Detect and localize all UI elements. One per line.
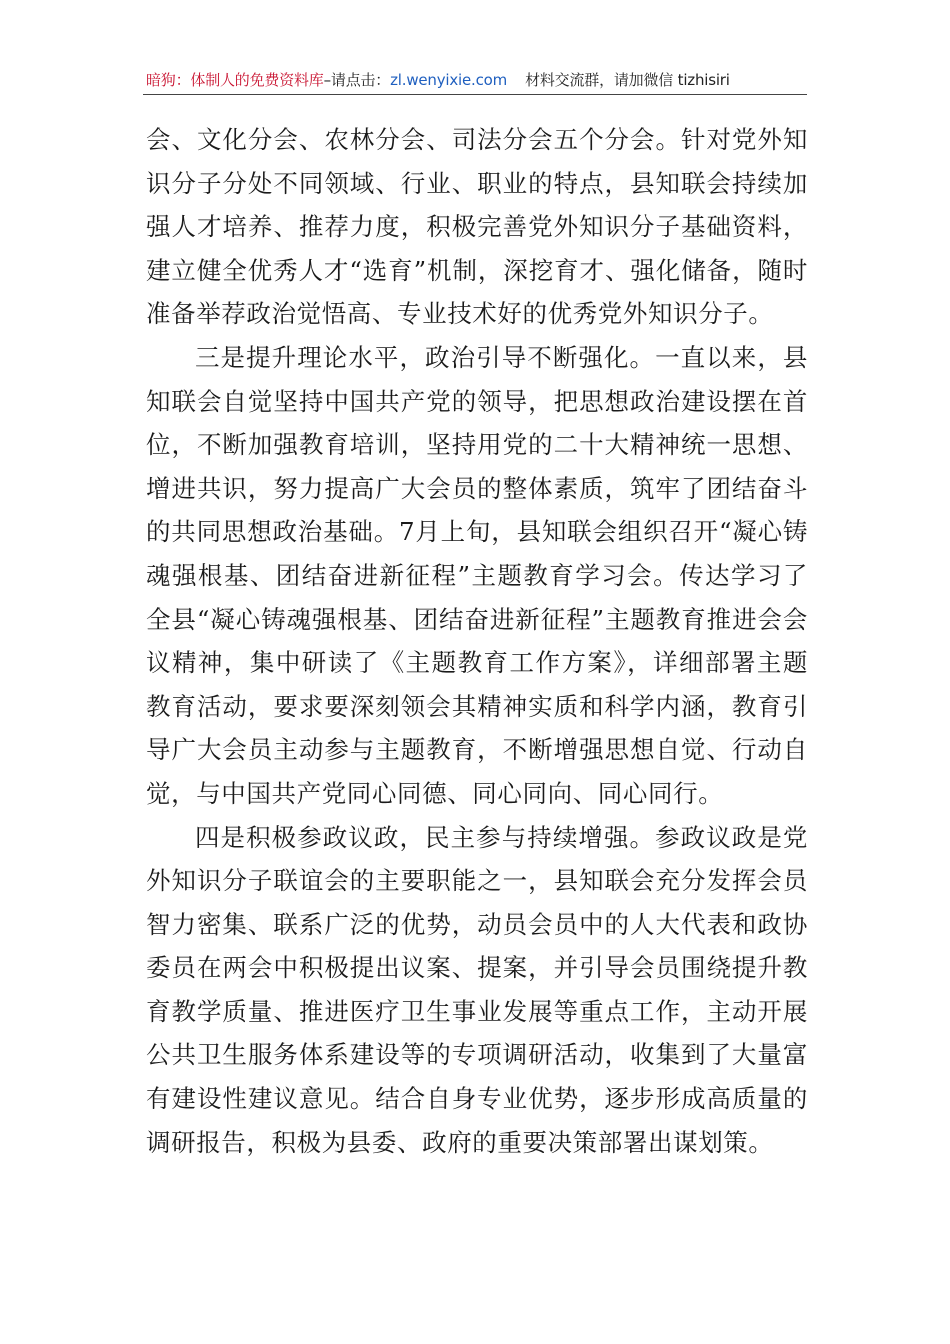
page-header — [146, 68, 806, 92]
header-divider — [143, 94, 807, 95]
header-brand: 暗狗：体制人的免费资料库 — [146, 71, 324, 89]
header-link[interactable]: zl.wenyixie.com — [390, 71, 508, 89]
paragraph-theory: 三是提升理论水平，政治引导不断强化。一直以来，县知联会自觉坚持中国共产党的领导，把思想政治建设摆在首位，不断加强教育培训，坚持用党的二十大精神统一思想、增进共识，努力提高广大会员的整体素质，筑牢了团结奋斗的共同思想政治基础。7月上旬，县知联会组织召开“凝心铸魂强根基、团结奋进新征程”主题教育学习会。传达学习了全县“凝心铸魂强根基、团结奋进新征程”主题教育推进会会议精神，集中研读了《主题教育工作方案》，详细部署主题教育活动，要求要深刻领会其精神实质和科学内涵，教育引导广大会员主动参与主题教育，不断增强思想自觉、行动自觉，与中国共产党同心同德、同心同向、同心同行。 — [146, 342, 808, 808]
header-prompt: –请点击： — [323, 71, 391, 89]
header-contact: 材料交流群，请加微信 tizhisiri — [525, 71, 730, 89]
paragraph-continuation: 会、文化分会、农林分会、司法分会五个分会。针对党外知识分子分处不同领域、行业、职业的特点，县知联会持续加强人才培养、推荐力度，积极完善党外知识分子基础资料，建立健全优秀人才“选育”机制，深挖育才、强化储备，随时准备举荐政治觉悟高、专业技术好的优秀党外知识分子。 — [146, 125, 808, 329]
paragraph-politics: 四是积极参政议政，民主参与持续增强。参政议政是党外知识分子联谊会的主要职能之一，县知联会充分发挥会员智力密集、联系广泛的优势，动员会员中的人大代表和政协委员在两会中积极提出议案、提案，并引导会员围绕提升教育教学质量、推进医疗卫生事业发展等重点工作，主动开展公共卫生服务体系建设等的专项调研活动，收集到了大量富有建设性建议意见。结合自身专业优势，逐步形成高质量的调研报告，积极为县委、政府的重要决策部署出谋划策。 — [146, 822, 808, 1157]
document-body — [146, 118, 808, 1164]
